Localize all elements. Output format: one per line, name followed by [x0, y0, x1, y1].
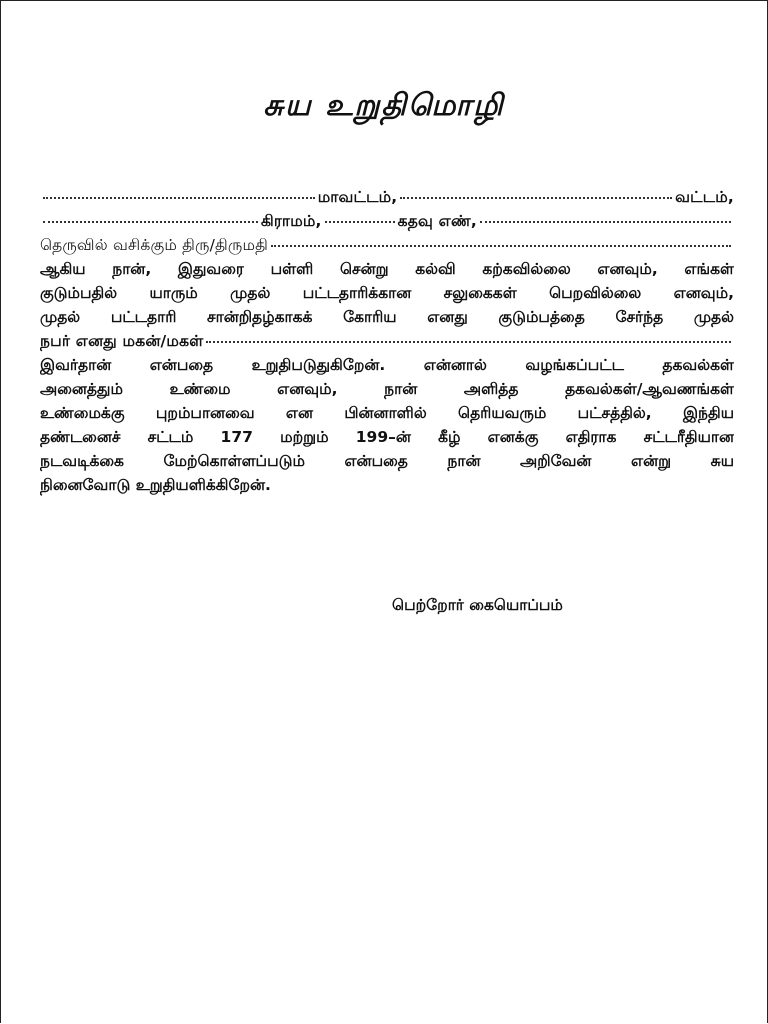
para1-line-3: முதல் பட்டதாரி சான்றிதழ்காகக் கோரிய எனது குடும்பத்தை சேர்ந்த முதல்	[40, 308, 734, 326]
name-blank[interactable]	[271, 245, 731, 247]
document-title: சுய உறுதிமொழி	[263, 88, 505, 123]
village-label: கிராமம்,	[261, 212, 322, 230]
para2-line-1: இவர்தான் என்பதை உறுதிபடுதுகிறேன். என்னால் வழங்கப்பட்ட தகவல்கள்	[40, 356, 734, 374]
district-label: மாவட்டம்,	[317, 188, 398, 206]
para1-line-2: குடும்பதில் யாரும் முதல் பட்டதாரிக்கான சலுகைகள் பெறவில்லை எனவும்,	[40, 284, 734, 302]
taluk-blank[interactable]	[400, 197, 672, 199]
street-line	[40, 236, 734, 258]
para2-line-5: நடவடிக்கை மேற்கொள்ளப்படும் என்பதை நான் அறிவேன் என்று சுய	[40, 452, 734, 470]
para2-line-2: அனைத்தும் உண்மை எனவும், நான் அளித்த தகவல்கள்/ஆவணங்கள்	[40, 380, 734, 398]
village-line	[40, 212, 734, 234]
para2-line-3: உண்மைக்கு புறம்பானவை என பின்னாளில் தெரியவரும் பட்சத்தில், இந்திய	[40, 404, 734, 422]
taluk-label: வட்டம்,	[675, 188, 734, 206]
son-daughter-line	[40, 332, 734, 354]
son-daughter-label: நபர் எனது மகன்/மகள்	[40, 332, 204, 350]
para2-line-4: தண்டனைச் சட்டம் 177 மற்றும் 199–ன் கீழ் எனக்கு எதிராக சட்டரீதியான	[40, 428, 734, 446]
street-label: தெருவில் வசிக்கும் திரு/திருமதி	[40, 236, 269, 254]
village-blank[interactable]	[43, 221, 258, 223]
door-number-blank[interactable]	[480, 221, 731, 223]
district-blank[interactable]	[43, 197, 315, 199]
para1-line-1: ஆகிய நான், இதுவரை பள்ளி சென்று கல்வி கற்கவில்லை எனவும், எங்கள்	[40, 260, 734, 278]
door-label: கதவு எண்,	[397, 212, 477, 230]
door-blank-prefix[interactable]	[325, 221, 395, 223]
child-name-blank[interactable]	[206, 341, 731, 343]
parent-signature-label: பெற்றோர் கையொப்பம்	[392, 596, 563, 614]
para2-line-6: நினைவோடு உறுதியளிக்கிறேன்.	[40, 476, 271, 494]
district-line	[40, 188, 734, 210]
